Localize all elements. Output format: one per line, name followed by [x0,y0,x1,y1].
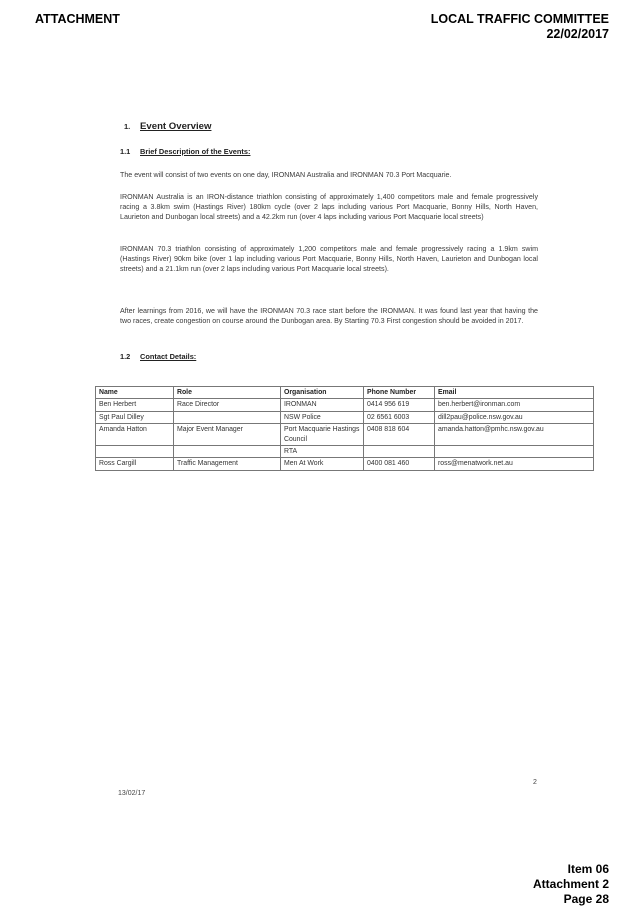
cell-email: amanda.hatton@pmhc.nsw.gov.au [435,424,594,446]
cell-organisation: Men At Work [281,458,364,470]
table-row [96,424,594,446]
cell-role: Race Director [174,399,281,411]
paragraph-ironman-70-3: IRONMAN 70.3 triathlon consisting of approximately 1,200 competitors male and female progressively racing a 1.9km swim (Hastings River) 90km bike (over 1 lap including various Port Macquarie, Bonny Hills, North Haven, Laurieton and Dunbogan local streets) and a 21.1km run (over 2 laps including various Port Macquarie local streets). [120,245,538,274]
item-number: Item 06 [567,862,609,876]
cell-organisation: Port Macquarie Hastings Council [281,424,364,446]
cell-organisation: IRONMAN [281,399,364,411]
header-attachment-label: ATTACHMENT [35,12,120,26]
column-header-organisation: Organisation [281,387,364,399]
column-header-role: Role [174,387,281,399]
cell-email: ross@menatwork.net.au [435,458,594,470]
cell-role [174,411,281,423]
paragraph-learnings-2016: After learnings from 2016, we will have the IRONMAN 70.3 race start before the IRONMAN. It was found last year that having the two races, create congestion on course around the Dunbogan area. By Starting 70.3 First congestion should be avoided in 2017. [120,307,538,326]
column-header-email: Email [435,387,594,399]
subsection-heading-description [120,147,250,156]
table-header-row [96,387,594,399]
subsection-number: 1.2 [120,352,131,361]
cell-organisation: RTA [281,446,364,458]
contact-details-table [95,386,594,471]
cell-phone: 0400 081 460 [364,458,435,470]
section-title: Event Overview [140,121,212,132]
section-heading-event-overview [124,121,211,132]
agenda-item-reference [533,862,609,907]
header-committee-block [431,12,609,42]
cell-role: Traffic Management [174,458,281,470]
subsection-heading-contacts [120,352,196,361]
table-row [96,399,594,411]
cell-email: ben.herbert@ironman.com [435,399,594,411]
cell-phone [364,446,435,458]
paragraph-ironman-australia: IRONMAN Australia is an IRON-distance triathlon consisting of approximately 1,400 competitors male and female progressively racing a 3.8km swim (Hastings River) 180km cycle (over 2 laps including various Port Macquarie, Bonny Hills, North Haven, Laurieton and Dunbogan local streets) and a 42.2km run (over 4 laps including various Port Macquarie local streets) [120,193,538,222]
cell-role [174,446,281,458]
cell-phone: 02 6561 6003 [364,411,435,423]
cell-email: dill2pau@police.nsw.gov.au [435,411,594,423]
cell-name: Ben Herbert [96,399,174,411]
table-row [96,411,594,423]
column-header-name: Name [96,387,174,399]
document-footer-date: 13/02/17 [118,790,146,797]
table-row [96,458,594,470]
cell-organisation: NSW Police [281,411,364,423]
subsection-title: Brief Description of the Events: [140,147,251,156]
cell-phone: 0408 818 604 [364,424,435,446]
section-number: 1. [124,122,131,131]
header-meeting-date: 22/02/2017 [546,27,609,41]
header-committee-name: LOCAL TRAFFIC COMMITTEE [430,12,609,26]
subsection-title: Contact Details: [140,352,197,361]
cell-name: Ross Cargill [96,458,174,470]
attachment-number: Attachment 2 [532,877,609,891]
cell-name: Sgt Paul Dilley [96,411,174,423]
subsection-number: 1.1 [120,147,131,156]
paragraph-events-summary: The event will consist of two events on one day, IRONMAN Australia and IRONMAN 70.3 Port Macquarie. [120,171,452,179]
cell-name: Amanda Hatton [96,424,174,446]
column-header-phone: Phone Number [364,387,435,399]
table-row [96,446,594,458]
document-page-number: 2 [533,779,537,786]
page-reference: Page 28 [563,892,609,906]
cell-role: Major Event Manager [174,424,281,446]
cell-email [435,446,594,458]
cell-phone: 0414 956 619 [364,399,435,411]
cell-name [96,446,174,458]
